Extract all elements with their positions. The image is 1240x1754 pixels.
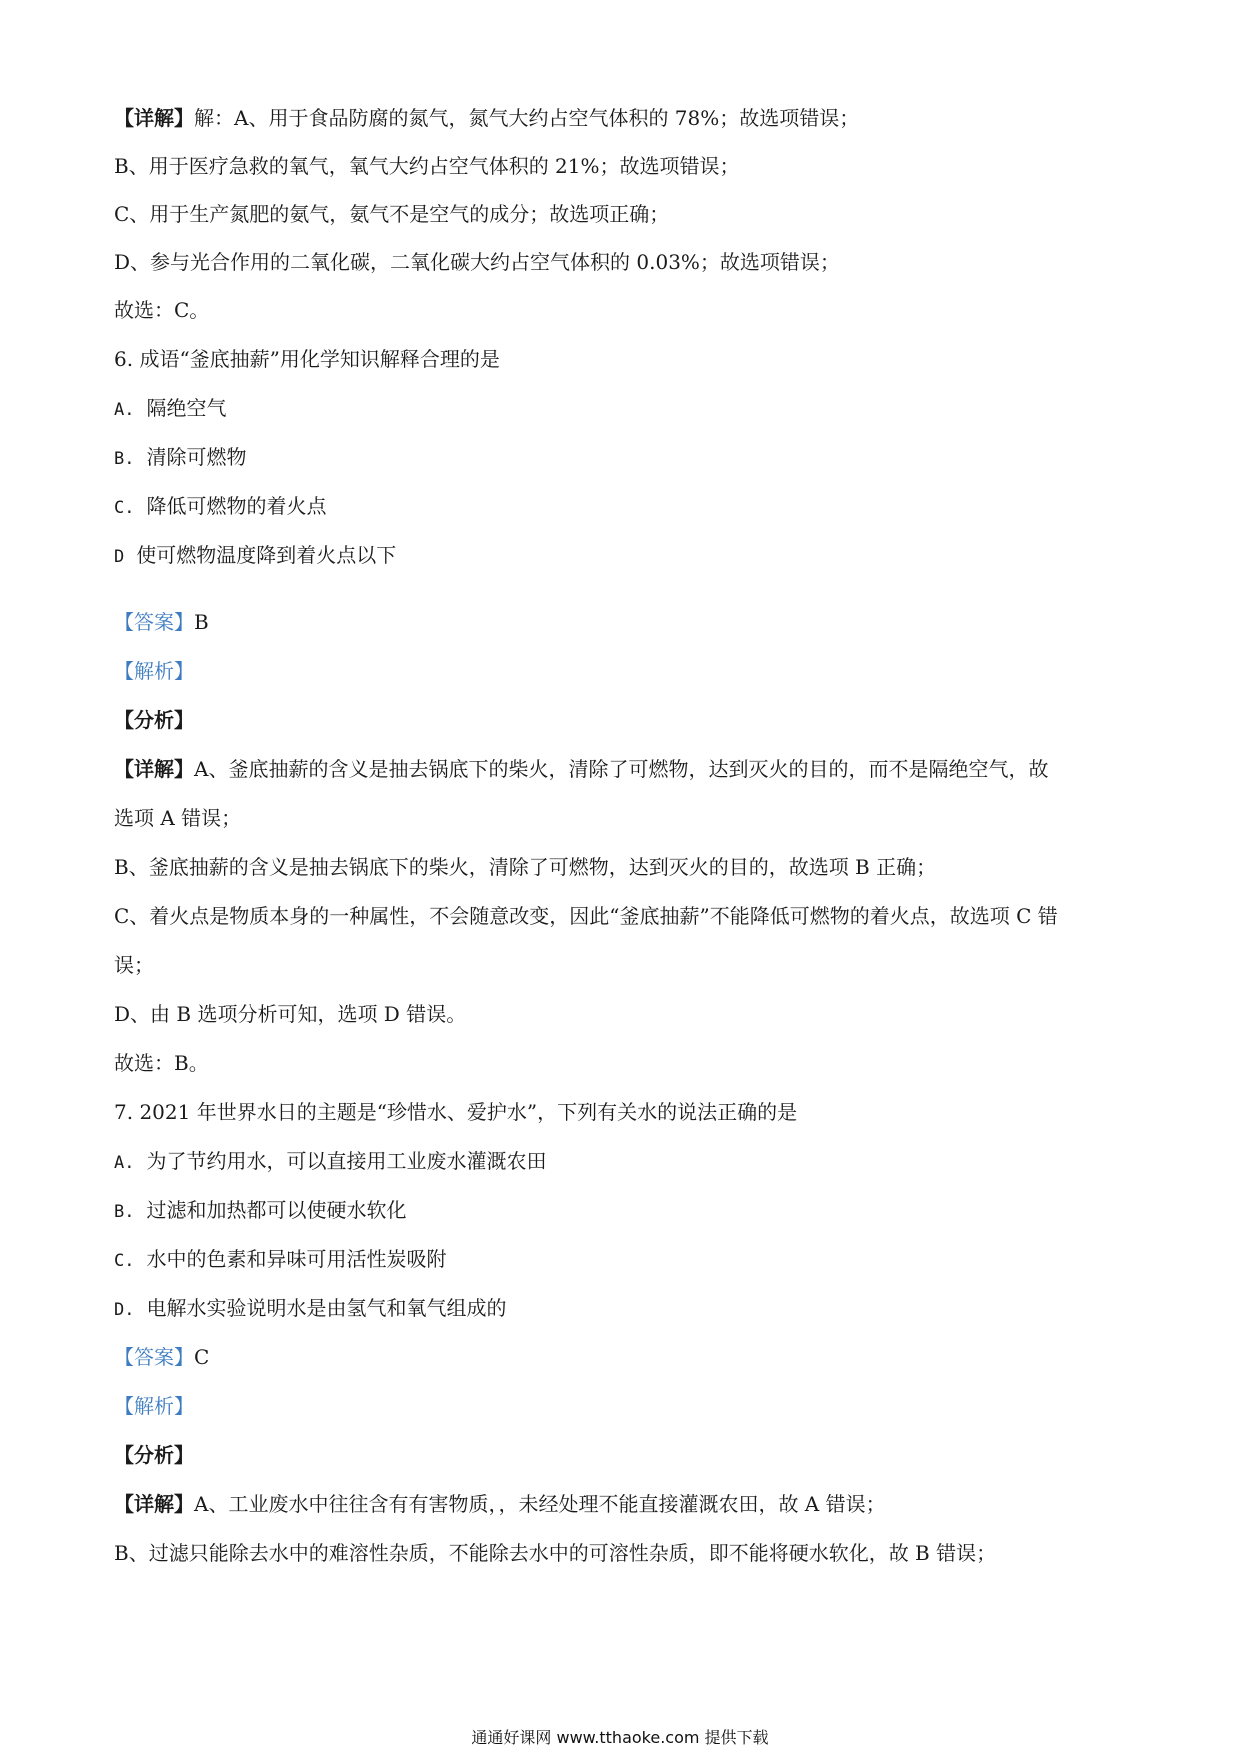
option-letter: A. — [114, 1153, 135, 1173]
analysis-tag: 【解析】 — [114, 1394, 194, 1418]
analysis-tag: 【解析】 — [114, 659, 194, 683]
option-text: 使可燃物温度降到着火点以下 — [136, 543, 397, 567]
q6-option-b — [114, 443, 1134, 473]
option-letter: B. — [114, 449, 135, 469]
q5-detail-line-1 — [114, 104, 1134, 132]
q6-detail-line-6: D、由 B 选项分析可知，选项 D 错误。 — [114, 1002, 467, 1026]
option-letter: D — [114, 547, 125, 567]
fenxi-tag: 【分析】 — [114, 1443, 194, 1467]
detail-tag: 【详解】 — [114, 757, 194, 781]
footer-source: 通通好课网 www.tthaoke.com 提供下载 — [471, 1728, 769, 1747]
q7-option-d — [114, 1294, 1134, 1324]
q6-stem: 6. 成语“釜底抽薪”用化学知识解释合理的是 — [114, 347, 500, 371]
q7-fenxi-tag — [114, 1441, 1134, 1469]
q5-detail-line-3: C、用于生产氮肥的氨气，氨气不是空气的成分；故选项正确； — [114, 202, 670, 226]
q6-detail-line-3: B、釜底抽薪的含义是抽去锅底下的柴火，清除了可燃物，达到灭火的目的，故选项 B 正确； — [114, 855, 937, 879]
q6-detail-text-1: A、釜底抽薪的含义是抽去锅底下的柴火，清除了可燃物，达到灭火的目的，而不是隔绝空气，故 — [194, 757, 1049, 781]
q6-conclusion: 故选：B。 — [114, 1051, 209, 1075]
detail-tag: 【详解】 — [114, 106, 194, 130]
option-text: 为了节约用水，可以直接用工业废水灌溉农田 — [146, 1149, 547, 1173]
detail-tag: 【详解】 — [114, 1492, 194, 1516]
q7-detail-line-1 — [114, 1490, 1134, 1518]
q5-detail-line-4: D、参与光合作用的二氧化碳，二氧化碳大约占空气体积的 0.03%；故选项错误； — [114, 250, 840, 274]
q6-option-a — [114, 394, 1134, 424]
q6-detail-line-1 — [114, 755, 1134, 783]
option-letter: D. — [114, 1300, 135, 1320]
option-text: 降低可燃物的着火点 — [146, 494, 327, 518]
q7-answer — [114, 1343, 1134, 1371]
option-letter: A. — [114, 400, 135, 420]
option-text: 过滤和加热都可以使硬水软化 — [146, 1198, 407, 1222]
option-text: 水中的色素和异味可用活性炭吸附 — [146, 1247, 447, 1271]
q6-option-c — [114, 492, 1134, 522]
q6-detail-line-2: 选项 A 错误； — [114, 806, 242, 830]
q6-detail-line-5: 误； — [114, 953, 154, 977]
q7-option-b — [114, 1196, 1134, 1226]
answer-tag: 【答案】 — [114, 610, 194, 634]
option-letter: C. — [114, 498, 135, 518]
option-text: 隔绝空气 — [146, 396, 227, 420]
answer-tag: 【答案】 — [114, 1345, 194, 1369]
q7-analysis-tag — [114, 1392, 1134, 1420]
q7-option-a — [114, 1147, 1134, 1177]
q5-detail-text-1: 解：A、用于食品防腐的氮气，氮气大约占空气体积的 78%；故选项错误； — [194, 106, 860, 130]
q6-option-d — [114, 541, 1134, 571]
q7-detail-text-1: A、工业废水中往往含有有害物质，，未经处理不能直接灌溉农田，故 A 错误； — [194, 1492, 886, 1516]
answer-value: B — [194, 610, 209, 634]
q5-detail-line-2: B、用于医疗急救的氧气，氧气大约占空气体积的 21%；故选项错误； — [114, 154, 740, 178]
option-letter: C. — [114, 1251, 135, 1271]
q6-answer — [114, 608, 1134, 636]
fenxi-tag: 【分析】 — [114, 708, 194, 732]
q6-detail-line-4: C、着火点是物质本身的一种属性，不会随意改变，因此“釜底抽薪”不能降低可燃物的着火点，故选项 C 错 — [114, 904, 1058, 928]
answer-value: C — [194, 1345, 210, 1369]
option-letter: B. — [114, 1202, 135, 1222]
q5-conclusion: 故选：C。 — [114, 298, 210, 322]
q6-fenxi-tag — [114, 706, 1134, 734]
option-text: 电解水实验说明水是由氢气和氧气组成的 — [146, 1296, 507, 1320]
q7-stem: 7. 2021 年世界水日的主题是“珍惜水、爱护水”，下列有关水的说法正确的是 — [114, 1100, 798, 1124]
option-text: 清除可燃物 — [146, 445, 247, 469]
q7-option-c — [114, 1245, 1134, 1275]
q7-detail-line-2: B、过滤只能除去水中的难溶性杂质，不能除去水中的可溶性杂质，即不能将硬水软化，故 B 错误； — [114, 1541, 997, 1565]
q6-analysis-tag — [114, 657, 1134, 685]
